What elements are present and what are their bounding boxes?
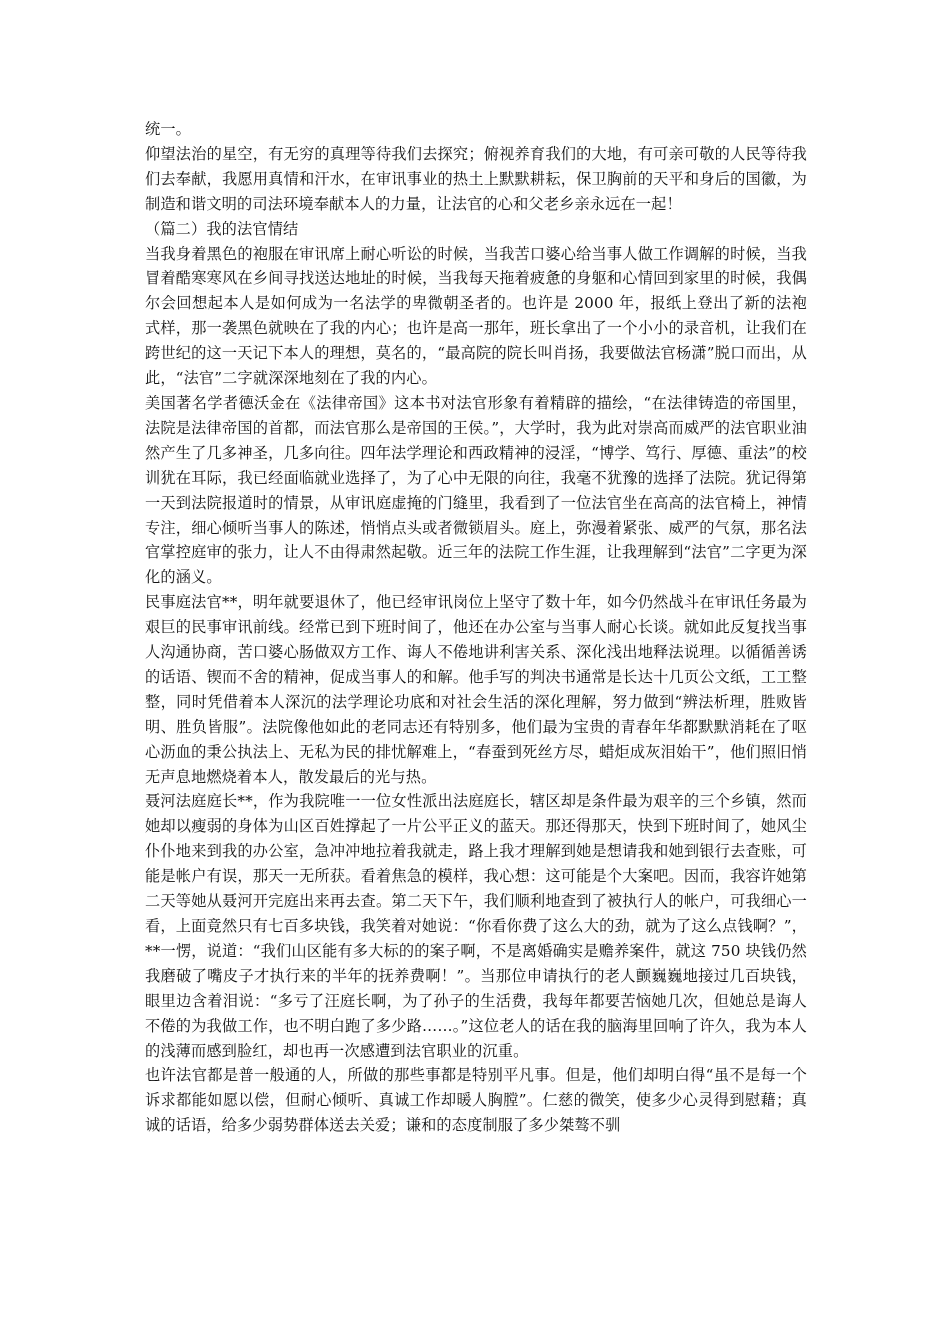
paragraph-intro: 当我身着黑色的袍服在审讯席上耐心听讼的时候，当我苦口婆心给当事人做工作调解的时候，当我冒着酷寒寒风在乡间寻找送达地址的时候，当我每天拖着疲惫的身躯和心情回到家里的时候，我偶尔会回想起本人是如何成为一名法学的卑微朝圣者的。也许是 2000 年，报纸上登出了新的法袍式样，那一袭黑色就映在了我的内心；也许是高一那年，班长拿出了一个小小的录音机，让我们在跨世纪的这一天记下本人的理想，莫名的，“最高院的院长叫肖扬，我要做法官杨潇”脱口而出，从此，“法官”二字就深深地刻在了我的内心。 [145,244,807,388]
paragraph-dworkin: 美国著名学者德沃金在《法律帝国》这本书对法官形象有着精辟的描绘，“在法律铸造的帝国里，法院是法律帝国的首都，而法官那么是帝国的王侯。”，大学时，我为此对崇高而威严的法官职业油然产生了几多神圣，几多向往。四年法学理论和西政精神的浸淫，“博学、笃行、厚德、重法”的校训犹在耳际，我已经面临就业选择了，为了心中无限的向往，我毫不犹豫的选择了法院。犹记得第一天到法院报道时的情景，从审讯庭虚掩的门缝里，我看到了一位法官坐在高高的法官椅上，神情专注，细心倾听当事人的陈述，悄悄点头或者微锁眉头。庭上，弥漫着紧张、威严的气氛，那名法官掌控庭审的张力，让人不由得肃然起敬。近三年的法院工作生涯，让我理解到“法官”二字更为深化的涵义。 [145,393,807,587]
document-page [145,117,807,1138]
paragraph-continuation: 统一。 [145,120,192,138]
paragraph-closing: 仰望法治的星空，有无穷的真理等待我们去探究；俯视养育我们的大地，有可亲可敬的人民等待我们去奉献，我愿用真情和汗水，在审讯事业的热土上默默耕耘，保卫胸前的天平和身后的国徽，为制造和谐文明的司法环境奉献本人的力量，让法官的心和父老乡亲永远在一起！ [145,144,807,213]
section-heading: （篇二）我的法官情结 [145,219,299,238]
paragraph-niehe-court: 聂河法庭庭长**，作为我院唯一一位女性派出法庭庭长，辖区却是条件最为艰辛的三个乡镇，然而她却以瘦弱的身体为山区百姓撑起了一片公平正义的蓝天。那还得那天，快到下班时间了，她风尘仆仆地来到我的办公室，急冲冲地拉着我就走，路上我才理解到她是想请我和她到银行去查账，可能是帐户有误，那天一无所获。看着焦急的模样，我心想：这可能是个大案吧。因而，我容许她第二天等她从聂河开完庭出来再去查。第二天下午，我们顺利地查到了被执行人的帐户，可我细心一看，上面竟然只有七百多块钱，我笑着对她说：“你看你费了这么大的劲，就为了这么点钱啊？”，**一愣，说道：“我们山区能有多大标的的案子啊，不是离婚确实是赡养案件，就这 750 块钱仍然我磨破了嘴皮子才执行来的半年的抚养费啊！”。当那位申请执行的老人颤巍巍地接过几百块钱，眼里边含着泪说：“多亏了汪庭长啊，为了孙子的生活费，我每年都要苦恼她几次，但她总是诲人不倦的为我做工作，也不明白跑了多少路……。”这位老人的话在我的脑海里回响了许久，我为本人的浅薄而感到脸红，却也再一次感遭到法官职业的沉重。 [145,792,807,1060]
paragraph-civil-judge: 民事庭法官**，明年就要退休了，他已经审讯岗位上坚守了数十年，如今仍然战斗在审讯任务最为艰巨的民事审讯前线。经常已到下班时间了，他还在办公室与当事人耐心长谈。就如此反复找当事人沟通协商，苦口婆心肠做双方工作、诲人不倦地讲利害关系、深化浅出地释法说理。以循循善诱的话语、锲而不舍的精神，促成当事人的和解。他手写的判决书通常是长达十几页公文纸，工工整整，同时凭借着本人深沉的法学理论功底和对社会生活的深化理解，努力做到“辨法析理，胜败皆明、胜负皆服”。法院像他如此的老同志还有特别多，他们最为宝贵的青春年华都默默消耗在了呕心沥血的秉公执法上、无私为民的排忧解难上，“春蚕到死丝方尽，蜡炬成灰泪始干”，他们照旧悄无声息地燃烧着本人，散发最后的光与热。 [145,593,807,786]
paragraph-ordinary-judges: 也许法官都是普一般通的人，所做的那些事都是特别平凡事。但是，他们却明白得“虽不是每一个诉求都能如愿以偿，但耐心倾听、真诚工作却暖人胸膛”。仁慈的微笑，使多少心灵得到慰藉；真诚的话语，给多少弱势群体送去关爱；谦和的态度制服了多少桀骜不驯 [145,1066,807,1135]
